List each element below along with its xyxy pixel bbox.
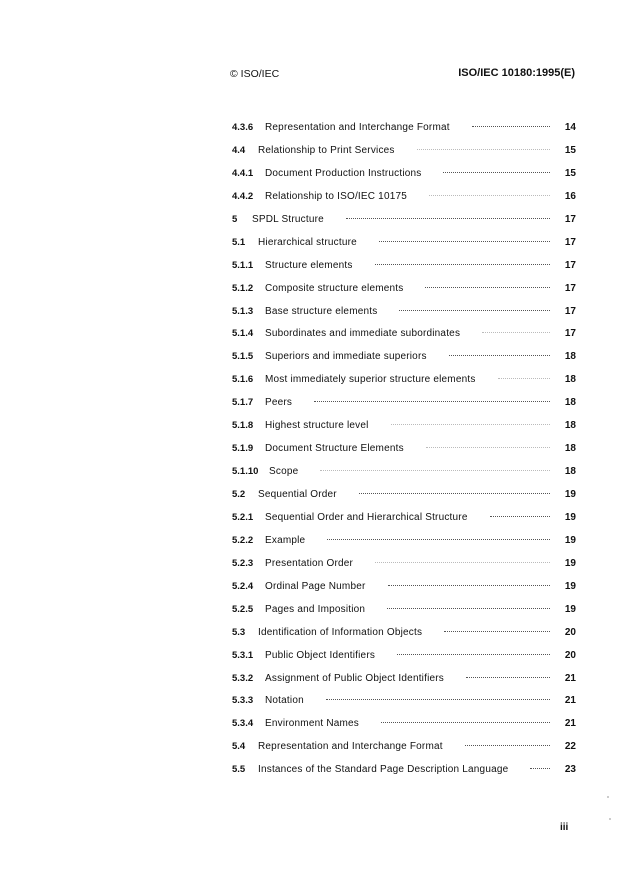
toc-entry — [232, 489, 576, 512]
dot-leader — [530, 767, 550, 769]
toc-entry-title: Ordinal Page Number — [265, 580, 366, 592]
toc-entry-page: 18 — [564, 466, 576, 478]
toc-entry-page: 18 — [564, 374, 576, 386]
toc-entry-title: Instances of the Standard Page Description Language — [258, 764, 509, 776]
toc-entry-page: 17 — [564, 213, 576, 225]
toc-entry-page: 21 — [564, 695, 576, 707]
toc-entry — [232, 351, 576, 374]
toc-entry-page: 17 — [564, 259, 576, 271]
toc-entry-number: 5.3.3 — [232, 695, 254, 707]
toc-entry-number: 5.1.1 — [232, 259, 254, 271]
dot-leader — [314, 400, 550, 402]
toc-entry-number: 5.2.2 — [232, 534, 254, 546]
toc-entry-title: Relationship to ISO/IEC 10175 — [265, 190, 407, 202]
dot-leader — [443, 171, 550, 173]
dot-leader — [326, 698, 550, 700]
toc-entry — [232, 604, 576, 627]
toc-entry-page: 17 — [564, 282, 576, 294]
toc-entry-title: Presentation Order — [265, 557, 354, 569]
toc-entry-title: Subordinates and immediate subordinates — [265, 328, 461, 340]
dot-leader — [425, 286, 550, 288]
dot-leader — [359, 492, 550, 494]
toc-entry-title: Peers — [265, 397, 293, 409]
dot-leader — [375, 263, 550, 265]
table-of-contents — [232, 122, 576, 787]
toc-entry-page: 19 — [564, 511, 576, 523]
toc-entry — [232, 718, 576, 741]
toc-entry — [232, 764, 576, 787]
dot-leader — [498, 377, 550, 379]
toc-entry — [232, 443, 576, 466]
dot-leader — [426, 446, 550, 448]
dot-leader — [381, 721, 550, 723]
toc-entry-page: 20 — [564, 626, 576, 638]
dot-leader — [482, 331, 550, 333]
dot-leader — [387, 607, 550, 609]
toc-entry — [232, 466, 576, 489]
dot-leader — [399, 309, 550, 311]
dot-leader — [327, 538, 550, 540]
toc-entry-page: 16 — [564, 190, 576, 202]
toc-entry-number: 4.4.1 — [232, 167, 254, 179]
toc-entry-title: Example — [265, 534, 306, 546]
toc-entry — [232, 673, 576, 696]
toc-entry-page: 19 — [564, 580, 576, 592]
toc-entry-page: 18 — [564, 443, 576, 455]
toc-entry — [232, 374, 576, 397]
toc-entry-page: 18 — [564, 420, 576, 432]
toc-entry-number: 5.1.9 — [232, 443, 254, 455]
toc-entry-number: 5.1.3 — [232, 305, 254, 317]
dot-leader — [490, 515, 550, 517]
toc-entry-title: Structure elements — [265, 259, 353, 271]
dot-leader — [346, 217, 550, 219]
toc-entry-title: Document Structure Elements — [265, 443, 404, 455]
toc-entry — [232, 650, 576, 673]
toc-entry — [232, 695, 576, 718]
toc-entry-title: Superiors and immediate superiors — [265, 351, 427, 363]
toc-entry-page: 19 — [564, 534, 576, 546]
toc-entry-page: 18 — [564, 351, 576, 363]
dot-leader — [429, 194, 550, 196]
toc-entry-title: Highest structure level — [265, 420, 369, 432]
dot-leader — [444, 630, 550, 632]
toc-entry-page: 21 — [564, 718, 576, 730]
toc-entry — [232, 512, 576, 535]
toc-entry-number: 5 — [232, 213, 238, 225]
toc-entry-number: 5.1.2 — [232, 282, 254, 294]
toc-entry-number: 5.3 — [232, 626, 246, 638]
dot-leader — [417, 148, 550, 150]
scan-speck — [609, 818, 611, 820]
dot-leader — [320, 469, 550, 471]
toc-entry-number: 5.1.6 — [232, 374, 254, 386]
toc-entry — [232, 627, 576, 650]
toc-entry — [232, 214, 576, 237]
toc-entry-title: Environment Names — [265, 718, 359, 730]
toc-entry — [232, 145, 576, 168]
toc-entry-number: 5.1.8 — [232, 420, 254, 432]
copyright-notice: © ISO/IEC — [230, 68, 280, 80]
toc-entry-number: 5.3.4 — [232, 718, 254, 730]
toc-entry-number: 5.3.2 — [232, 672, 254, 684]
toc-entry — [232, 283, 576, 306]
dot-leader — [465, 744, 550, 746]
toc-entry-title: Document Production Instructions — [265, 167, 422, 179]
dot-leader — [466, 676, 550, 678]
toc-entry-page: 15 — [564, 167, 576, 179]
toc-entry-number: 4.3.6 — [232, 122, 254, 133]
toc-entry — [232, 558, 576, 581]
dot-leader — [472, 125, 550, 127]
toc-entry-title: Relationship to Print Services — [258, 144, 395, 156]
toc-entry-number: 5.4 — [232, 741, 246, 753]
dot-leader — [375, 561, 550, 563]
toc-entry — [232, 535, 576, 558]
toc-entry — [232, 191, 576, 214]
dot-leader — [391, 423, 550, 425]
toc-entry — [232, 260, 576, 283]
toc-entry-number: 5.1 — [232, 236, 246, 248]
toc-entry-number: 5.5 — [232, 764, 246, 776]
toc-entry-title: Sequential Order — [258, 489, 337, 500]
toc-entry-number: 5.2.3 — [232, 557, 254, 569]
toc-entry-page: 17 — [564, 328, 576, 340]
toc-entry-title: Pages and Imposition — [265, 603, 366, 615]
toc-entry-page: 17 — [564, 236, 576, 248]
toc-entry-page: 18 — [564, 397, 576, 409]
toc-entry-title: Representation and Interchange Format — [258, 741, 443, 753]
toc-entry-title: Composite structure elements — [265, 282, 404, 294]
page-number: iii — [560, 822, 569, 833]
toc-entry-number: 5.2.4 — [232, 580, 254, 592]
dot-leader — [388, 584, 550, 586]
toc-entry-title: Most immediately superior structure elements — [265, 374, 476, 386]
toc-entry-title: Assignment of Public Object Identifiers — [265, 672, 444, 684]
toc-entry — [232, 122, 576, 145]
toc-entry-title: SPDL Structure — [252, 213, 324, 225]
toc-entry — [232, 237, 576, 260]
toc-entry — [232, 328, 576, 351]
toc-entry — [232, 741, 576, 764]
toc-entry-number: 4.4 — [232, 144, 246, 156]
toc-entry-number: 5.1.5 — [232, 351, 254, 363]
toc-entry — [232, 168, 576, 191]
scan-speck — [607, 796, 609, 798]
toc-entry-number: 5.1.10 — [232, 466, 259, 478]
toc-entry-page: 17 — [564, 305, 576, 317]
toc-entry — [232, 581, 576, 604]
toc-entry-page: 19 — [564, 489, 576, 500]
toc-entry-title: Scope — [269, 466, 299, 478]
toc-entry — [232, 420, 576, 443]
toc-entry-number: 5.3.1 — [232, 649, 254, 661]
toc-entry-number: 5.1.4 — [232, 328, 254, 340]
dot-leader — [449, 354, 550, 356]
toc-entry-title: Base structure elements — [265, 305, 378, 317]
toc-entry-page: 19 — [564, 557, 576, 569]
toc-entry — [232, 397, 576, 420]
dot-leader — [379, 240, 550, 242]
toc-entry-page: 20 — [564, 649, 576, 661]
toc-entry — [232, 306, 576, 329]
toc-entry-page: 14 — [564, 122, 576, 133]
toc-entry-number: 5.2 — [232, 489, 246, 500]
toc-entry-title: Sequential Order and Hierarchical Structure — [265, 511, 468, 523]
toc-entry-title: Identification of Information Objects — [258, 626, 423, 638]
toc-entry-page: 19 — [564, 603, 576, 615]
toc-entry-number: 4.4.2 — [232, 190, 254, 202]
toc-entry-number: 5.2.1 — [232, 511, 254, 523]
toc-entry-title: Representation and Interchange Format — [265, 122, 450, 133]
toc-entry-number: 5.1.7 — [232, 397, 254, 409]
toc-entry-page: 15 — [564, 144, 576, 156]
toc-entry-page: 22 — [564, 741, 576, 753]
document-identifier: ISO/IEC 10180:1995(E) — [458, 67, 575, 79]
toc-entry-page: 23 — [564, 764, 576, 776]
toc-entry-page: 21 — [564, 672, 576, 684]
toc-entry-title: Hierarchical structure — [258, 236, 357, 248]
toc-entry-title: Notation — [265, 695, 304, 707]
toc-entry-number: 5.2.5 — [232, 603, 254, 615]
dot-leader — [397, 653, 550, 655]
toc-entry-title: Public Object Identifiers — [265, 649, 376, 661]
